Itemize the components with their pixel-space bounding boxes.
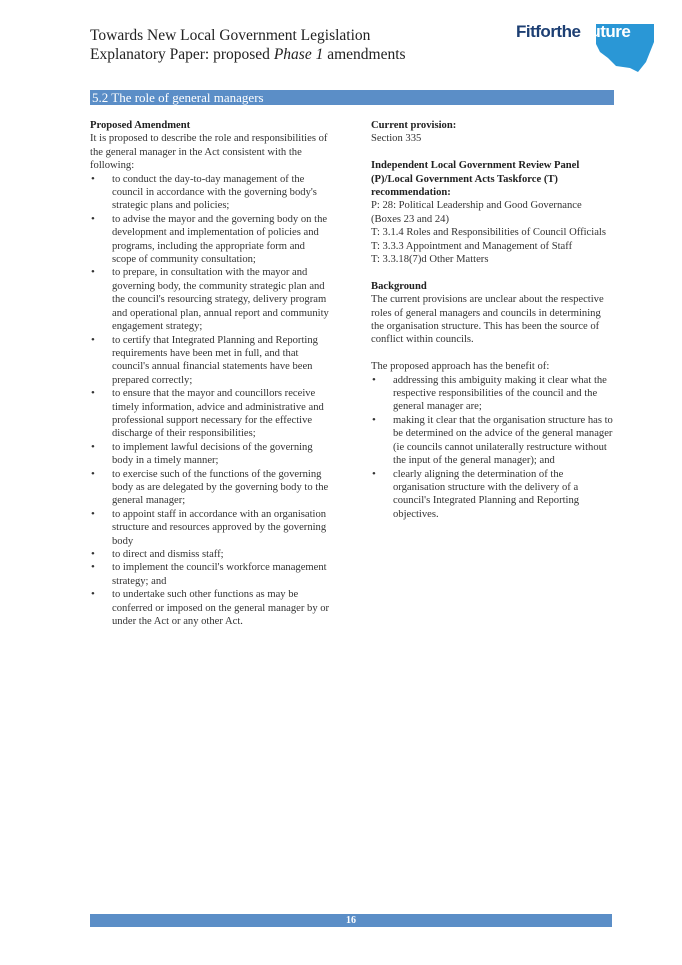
document-header (90, 26, 406, 64)
benefit-intro: The proposed approach has the benefit of: (371, 361, 550, 373)
proposed-amendment-intro: It is proposed to describe the role and responsibilities of the general manager in the Act consistent with the following: (90, 133, 328, 172)
fit-for-the-future-logo (512, 22, 658, 74)
list-item: • to certify that Integrated Planning and Reporting requirements have been met in full, and that council's annual financial statements have been prepared correctly; (90, 334, 330, 388)
list-item: • to conduct the day-to-day management of the council in accordance with the governing body's strategic plans and policies; (90, 173, 330, 213)
review-line: P: 28: Political Leadership and Good Governance (Boxes 23 and 24) (371, 200, 582, 225)
benefit-list (371, 374, 613, 521)
responsibilities-list (90, 173, 330, 629)
right-column (371, 119, 613, 521)
header-subtitle: Explanatory Paper: proposed Phase 1 amendments (90, 46, 406, 63)
proposed-amendment-heading: Proposed Amendment (90, 120, 191, 131)
list-item: • to implement lawful decisions of the governing body in a timely manner; (90, 441, 330, 468)
current-provision-text: Section 335 (371, 133, 422, 145)
list-item: • to prepare, in consultation with the mayor and governing body, the community strategic plan and the council's resourcing strategy, delivery program and operational plan, annual report and community engagement strategy; (90, 266, 330, 333)
list-item: • clearly aligning the determination of the organisation structure with the delivery of a council's Integrated Planning and Reporting objectives. (371, 468, 613, 522)
list-item: • to undertake such other functions as may be conferred or imposed on the general manager by or under the Act or any other Act. (90, 588, 330, 628)
list-item: • making it clear that the organisation structure has to be determined on the advice of the general manager (ie councils cannot unilaterally restructure without the input of the general manager); and (371, 414, 613, 468)
review-line: T: 3.3.18(7)d Other Matters (371, 254, 489, 266)
list-item: • addressing this ambiguity making it clear what the respective responsibilities of the council and the general manager are; (371, 374, 613, 414)
list-item: • to advise the mayor and the governing body on the development and implementation of policies and programs, including the appropriate form and scope of community consultation; (90, 213, 330, 267)
background-text: The current provisions are unclear about the respective roles of general managers and councils in determining the organisation structure. This has been the source of conflict within councils. (371, 294, 604, 346)
list-item: • to direct and dismiss staff; (90, 548, 330, 561)
header-title: Towards New Local Government Legislation (90, 27, 371, 44)
list-item: • to ensure that the mayor and councillors receive timely information, advice and administrative and professional support necessary for the effective discharge of their responsibilities; (90, 387, 330, 441)
review-line: T: 3.1.4 Roles and Responsibilities of Council Officials (371, 227, 606, 239)
list-item: • to appoint staff in accordance with an organisation structure and resources approved by the governing body (90, 508, 330, 548)
list-item: • to implement the council's workforce management strategy; and (90, 561, 330, 588)
review-line: T: 3.3.3 Appointment and Management of Staff (371, 240, 573, 252)
review-panel-heading: Independent Local Government Review Panel (P)/Local Government Acts Taskforce (T) recommendation: (371, 160, 580, 199)
current-provision-heading: Current provision: (371, 120, 457, 131)
background-heading: Background (371, 280, 427, 292)
logo-wordmark: FitfortheFuture (516, 22, 631, 41)
left-column (90, 119, 330, 628)
list-item: • to exercise such of the functions of the governing body as are delegated by the governing body to the general manager; (90, 468, 330, 508)
page-number: 16 (90, 914, 612, 927)
section-heading: 5.2 The role of general managers (90, 90, 614, 105)
